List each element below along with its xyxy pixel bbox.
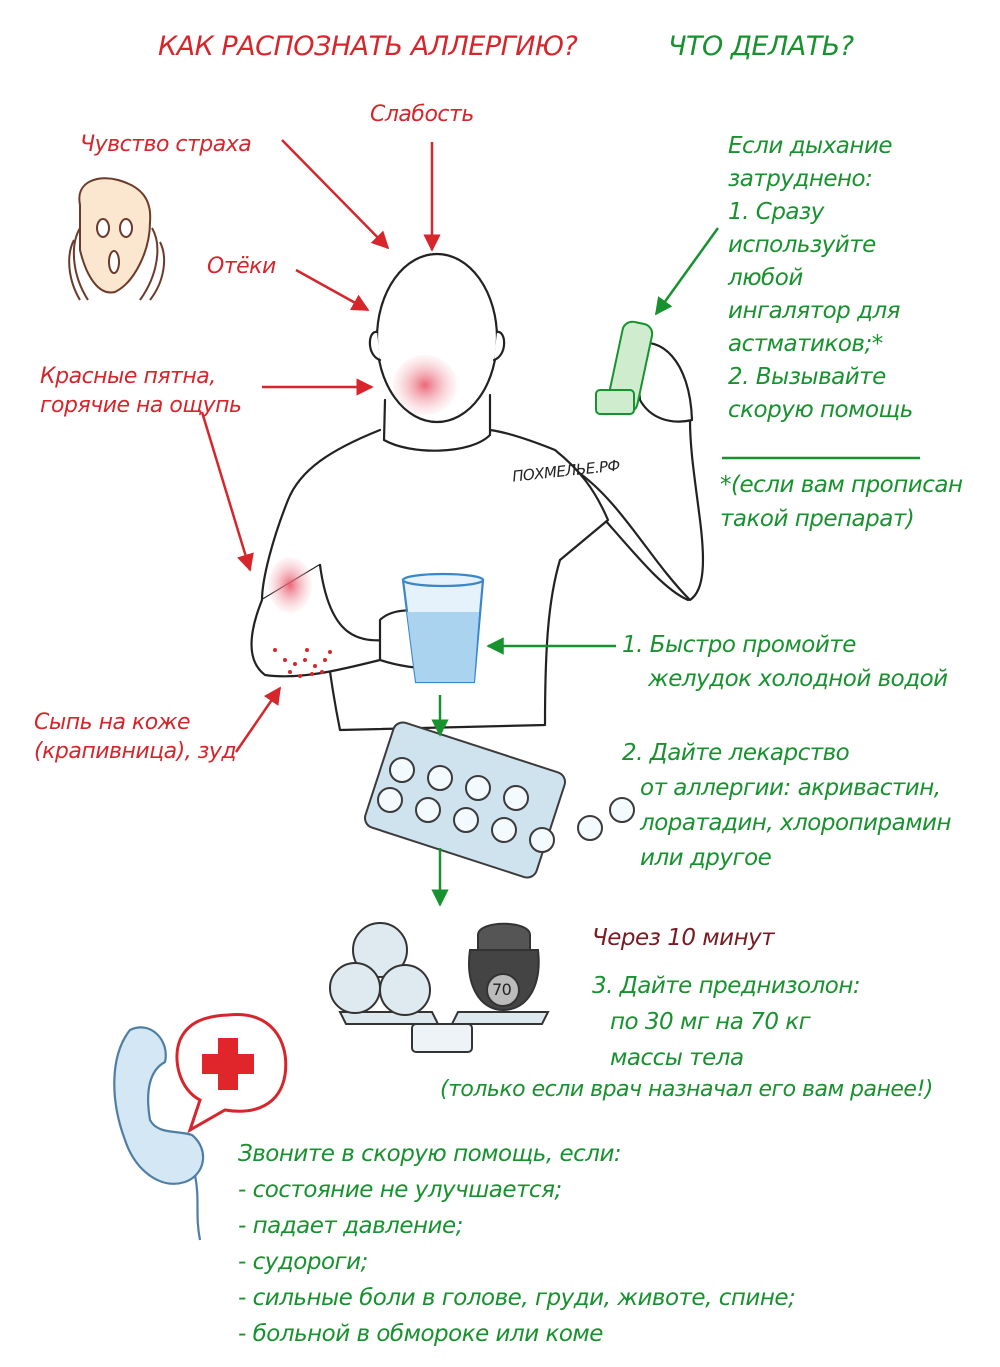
breathing-line-5: любой <box>728 265 803 291</box>
symptom-rash <box>34 708 236 766</box>
breathing-line-4: используйте <box>728 232 876 258</box>
step-medicine-line-3: лоратадин, хлоропирамин <box>640 810 952 836</box>
step-wash-line-1: 1. Быстро промойте <box>622 632 856 658</box>
symptom-rash-line-2: (крапивница), зуд <box>34 739 237 764</box>
step-medicine-line-1: 2. Дайте лекарство <box>622 740 850 766</box>
screaming-face-icon <box>69 178 164 300</box>
breathing-note-line-1: *(если вам прописан <box>720 472 963 498</box>
breathing-note <box>720 468 963 536</box>
breathing-line-9: скорую помощь <box>728 397 913 423</box>
call-item-4: - сильные боли в голове, груди, животе, спине; <box>238 1285 796 1311</box>
call-item-2: - падает давление; <box>238 1213 463 1239</box>
symptom-fear: Чувство страха <box>80 132 252 157</box>
breathing-line-8: 2. Вызывайте <box>728 364 886 390</box>
title-right: ЧТО ДЕЛАТЬ? <box>668 31 854 62</box>
step-medicine-line-2: от аллергии: акривастин, <box>640 775 941 801</box>
after-10-minutes: Через 10 минут <box>592 925 775 951</box>
call-item-3: - судороги; <box>238 1249 368 1275</box>
pill-blister-icon <box>362 720 634 880</box>
breathing-line-1: Если дыхание <box>728 133 893 159</box>
call-item-1: - состояние не улучшается; <box>238 1177 562 1203</box>
symptom-red-spots-line-1: Красные пятна, <box>40 364 216 389</box>
call-item-5: - больной в обмороке или коме <box>238 1321 603 1347</box>
call-heading: Звоните в скорую помощь, если: <box>238 1141 622 1167</box>
scale-with-weight-icon <box>330 923 548 1052</box>
symptom-weakness: Слабость <box>370 102 474 127</box>
step-wash-line-2: желудок холодной водой <box>648 666 948 692</box>
red-cross-bubble-icon <box>177 1014 286 1130</box>
step-medicine <box>622 736 951 876</box>
call-ambulance-block <box>238 1136 795 1352</box>
step-prednisolone-line-1: 3. Дайте преднизолон: <box>592 973 861 999</box>
breathing-instructions <box>728 130 913 427</box>
step-prednisolone-line-3: массы тела <box>610 1045 744 1071</box>
breathing-line-7: астматиков;* <box>728 331 883 357</box>
symptom-red-spots <box>40 362 241 420</box>
weight-label: 70 <box>492 980 512 999</box>
breathing-line-6: ингалятор для <box>728 298 901 324</box>
step-prednisolone <box>592 968 860 1076</box>
symptom-rash-line-1: Сыпь на коже <box>34 710 191 735</box>
breathing-line-2: затруднено: <box>728 166 873 192</box>
step-wash <box>622 628 948 696</box>
step-prednisolone-line-2: по 30 мг на 70 кг <box>610 1009 811 1035</box>
water-glass-icon <box>403 574 483 682</box>
step-medicine-line-4: или другое <box>640 845 772 871</box>
symptom-swelling: Отёки <box>207 254 276 279</box>
title-left: КАК РАСПОЗНАТЬ АЛЛЕРГИЮ? <box>158 31 578 62</box>
symptom-red-spots-line-2: горячие на ощупь <box>40 393 242 418</box>
breathing-note-line-2: такой препарат) <box>720 506 915 532</box>
breathing-line-3: 1. Сразу <box>728 199 824 225</box>
prednisolone-note: (только если врач назначал его вам ранее!) <box>440 1077 933 1102</box>
shirt-print: ПОХМЕЛЬЕ.РФ <box>511 456 621 486</box>
